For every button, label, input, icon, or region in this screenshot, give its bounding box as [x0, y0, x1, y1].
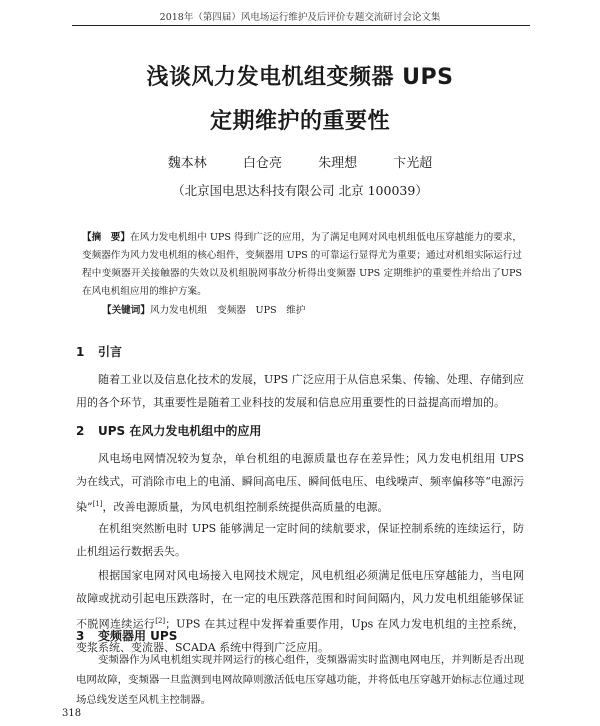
section-number: 1 [76, 345, 85, 359]
section-number: 2 [76, 424, 85, 438]
keywords-text: 风力发电机组 变频器 UPS 维护 [149, 305, 306, 316]
paragraph-text: 根据国家电网对风电场接入电网技术规定，风电机组必须满足低电压穿越能力，当电网故障或扰动引起电压跌落时，在一定的电压跌落范围和时间间隔内，风力发电机组能够保证不脱网连续运行 [76, 569, 524, 631]
keywords [102, 302, 522, 316]
section-heading-2 [76, 422, 261, 439]
paper-title-line2: 定期维护的重要性 [209, 109, 390, 134]
paper-title-line1: 浅谈风力发电机组变频器 UPS [146, 65, 454, 90]
paragraph-text: 风电场电网情况较为复杂，单台机组的电源质量也存在差异性；风力发电机组用 UPS 为在线式，可消除市电上的电涌、瞬间高电压、瞬间低电压、电线噪声、频率偏移等“电源污染” [76, 452, 524, 514]
section-heading-1 [76, 343, 122, 360]
author-name: 朱理想 [318, 156, 358, 171]
author-list [0, 152, 600, 171]
citation-ref: [2] [155, 617, 166, 625]
section-2-paragraph-1 [76, 447, 524, 519]
section-2-paragraph-2: 在机组突然断电时 UPS 能够满足一定时间的续航要求，保证控制系统的连续运行，防止机组运行数据丢失。 [76, 522, 524, 558]
running-head: 2018年（第四届）风电场运行维护及后评价专题交流研讨会论文集 [159, 12, 441, 23]
section-title: UPS 在风力发电机组中的应用 [98, 424, 262, 438]
abstract-text: 在风力发电机组中 UPS 得到广泛的应用，为了满足电网对风电机组低电压穿越能力的要求，变频器作为风力发电机组的核心组件，变频器用 UPS 的可靠运行显得尤为重要；通过对机组实际运行过程中变频器开关接触器的失效以及机组脱网事故分析得出变频器 UPS 定期维护的重要性并给出了UPS在风电机组应用的维护方案。 [82, 232, 522, 297]
keywords-label: 【关键词】 [102, 305, 150, 316]
section-1-paragraph: 随着工业以及信息化技术的发展，UPS 广泛应用于从信息采集、传输、处理、存储到应用的各个环节，其重要性是随着工业科技的发展和信息应用重要性的日益提高而增加的。 [76, 373, 524, 409]
section-3-paragraph: 变频器作为风电机组实现并网运行的核心组件，变频器需实时监测电网电压，并判断是否出现电网故障，变频器一旦监测到电网故障则激活低电压穿越功能，并将低电压穿越开始标志位通过现场总线发送至风机主控制器。 [76, 654, 525, 706]
page-number: 318 [62, 708, 82, 719]
author-name: 魏本林 [167, 156, 207, 171]
section-number: 3 [76, 629, 85, 643]
paragraph-text: ，改善电源质量，为风电机组控制系统提供高质量的电源。 [102, 500, 389, 514]
author-name: 白仓亮 [242, 156, 282, 171]
citation-ref: [1] [92, 500, 103, 508]
abstract-label: 【摘 要】 [82, 232, 130, 243]
author-name: 卞光超 [393, 156, 433, 171]
abstract [82, 229, 522, 301]
paragraph-text: ；UPS 在其过程中发挥着重要作用，Ups 在风力发电机组的主控系统，变浆系统、变流器、SCADA 系统中得到广泛应用。 [76, 617, 525, 654]
section-title: 变频器用 UPS [98, 629, 178, 643]
section-title: 引言 [98, 345, 123, 359]
affiliation: （北京国电思达科技有限公司 北京 100039） [172, 183, 428, 198]
header-rule [72, 25, 530, 26]
